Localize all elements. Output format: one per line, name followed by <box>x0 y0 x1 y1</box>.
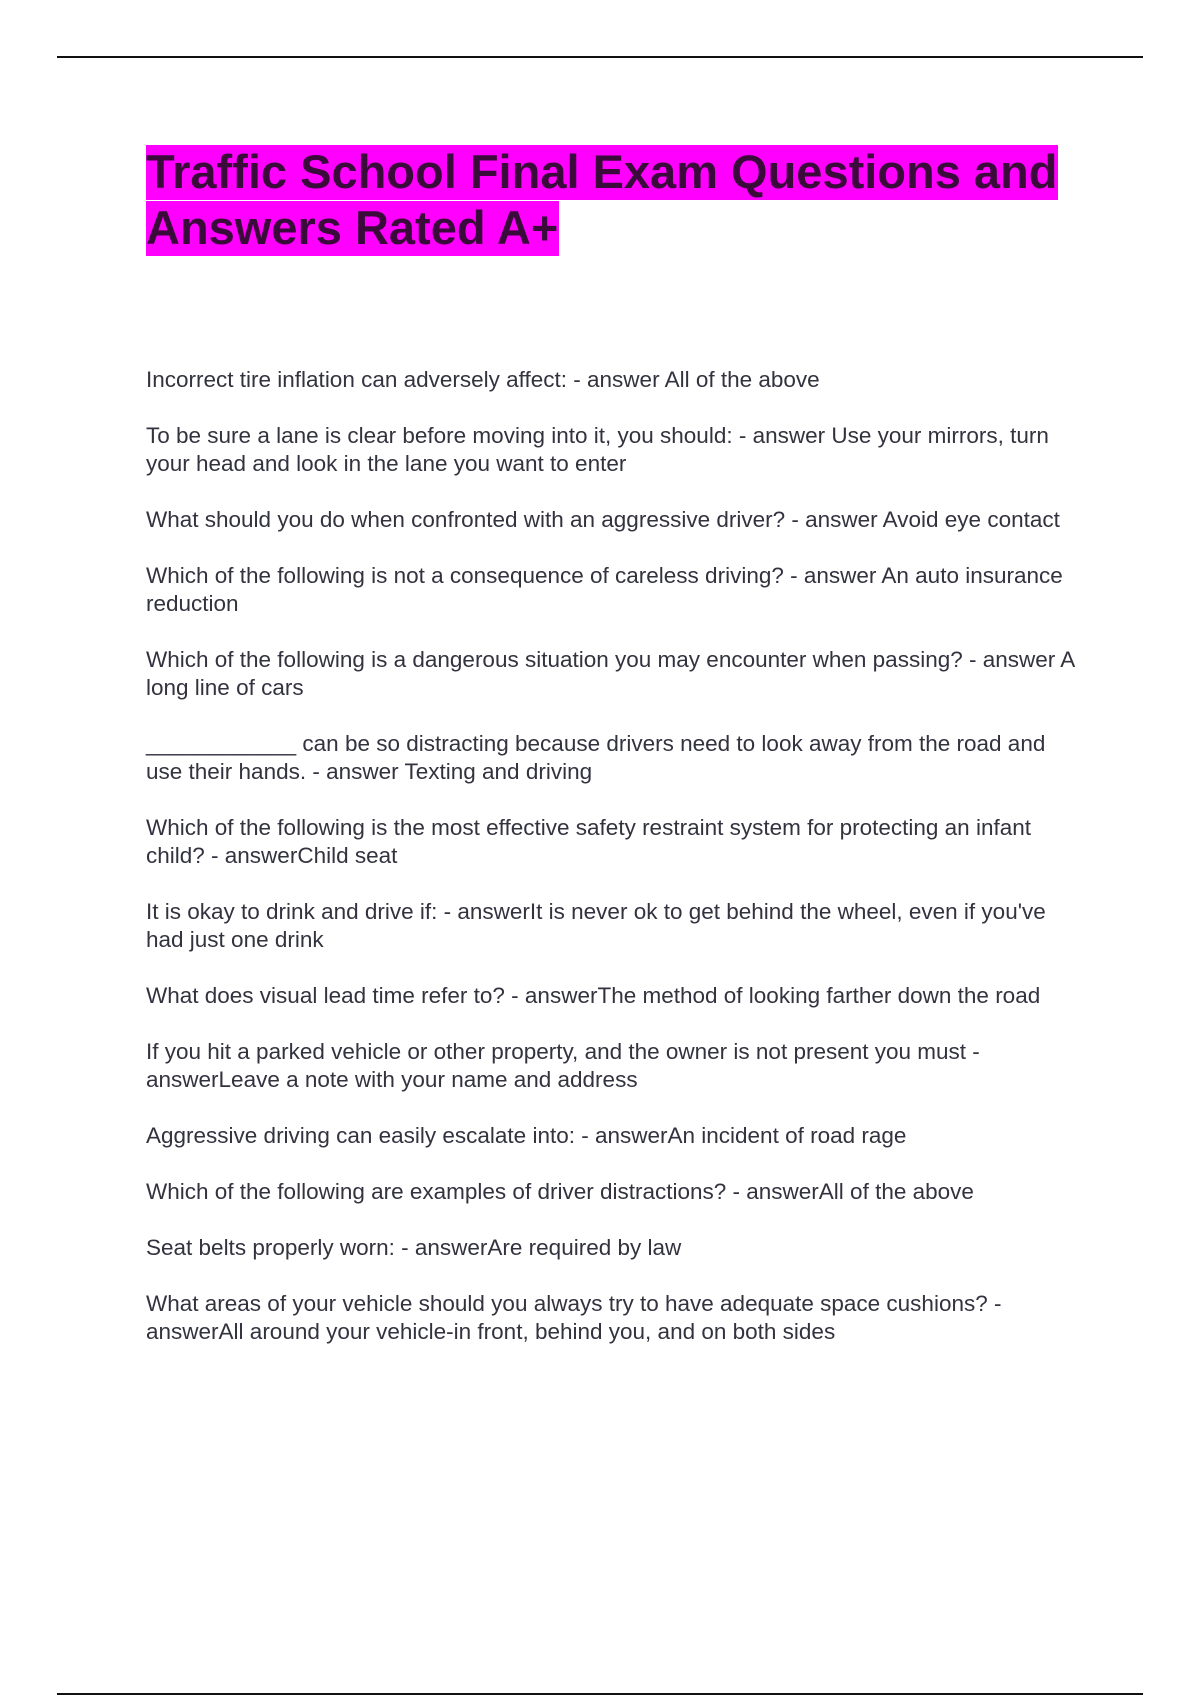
question-text: Which of the following is not a consequence of careless driving? - answer <box>146 563 877 588</box>
answer-text: An incident of road rage <box>667 1123 907 1148</box>
question-text: To be sure a lane is clear before moving into it, you should: - answer <box>146 423 826 448</box>
answer-text: All around your vehicle-in front, behind you, and on both sides <box>218 1319 836 1344</box>
qa-item <box>146 1234 1076 1262</box>
answer-text: A long line of cars <box>146 647 1081 700</box>
qa-item <box>146 814 1076 870</box>
qa-item <box>146 506 1076 534</box>
qa-item <box>146 1122 1076 1150</box>
answer-text: The method of looking farther down the road <box>597 983 1041 1008</box>
answer-text: Are required by law <box>487 1235 682 1260</box>
answer-text: Child seat <box>297 843 398 868</box>
answer-text: Avoid eye contact <box>877 507 1060 532</box>
document-title <box>146 144 1086 256</box>
answer-text: It is never ok to get behind the wheel, even if you've had just one drink <box>146 899 1053 952</box>
question-text: Which of the following are examples of driver distractions? - answer <box>146 1179 819 1204</box>
qa-item <box>146 562 1076 618</box>
qa-item <box>146 646 1081 702</box>
question-text: What should you do when confronted with an aggressive driver? - answer <box>146 507 878 532</box>
qa-item <box>146 898 1076 954</box>
answer-text: An auto insurance reduction <box>146 563 1070 616</box>
question-text: Which of the following is the most effective safety restraint system for protecting an infant child? - answer <box>146 815 1038 868</box>
qa-item <box>146 366 1076 394</box>
qa-item <box>146 982 1076 1010</box>
qa-item <box>146 1038 1076 1094</box>
answer-text: Texting and driving <box>398 759 593 784</box>
qa-item <box>146 1178 1076 1206</box>
answer-text: Leave a note with your name and address <box>218 1067 638 1092</box>
answer-text: All of the above <box>818 1179 974 1204</box>
question-text: If you hit a parked vehicle or other property, and the owner is not present you must - answer <box>146 1039 987 1092</box>
question-text: Which of the following is a dangerous situation you may encounter when passing? - answer <box>146 647 1056 672</box>
qa-list <box>146 366 1081 1374</box>
qa-item <box>146 730 1076 786</box>
bottom-rule <box>57 1693 1143 1695</box>
qa-item <box>146 1290 1076 1346</box>
qa-item <box>146 422 1076 478</box>
question-text: Aggressive driving can easily escalate into: - answer <box>146 1123 668 1148</box>
question-text: What does visual lead time refer to? - answer <box>146 983 598 1008</box>
question-text: What areas of your vehicle should you always try to have adequate space cushions? - answer <box>146 1291 1008 1344</box>
answer-text: Use your mirrors, turn your head and look in the lane you want to enter <box>146 423 1056 476</box>
answer-text: All of the above <box>659 367 820 392</box>
top-rule <box>57 56 1143 58</box>
question-text: Seat belts properly worn: - answer <box>146 1235 488 1260</box>
question-text: ____________ can be so distracting because drivers need to look away from the road and use their hands. - answer <box>146 731 1052 784</box>
question-text: Incorrect tire inflation can adversely affect: - answer <box>146 367 660 392</box>
document-title-text: Traffic School Final Exam Questions and Answers Rated A+ <box>146 145 1058 254</box>
question-text: It is okay to drink and drive if: - answer <box>146 899 530 924</box>
